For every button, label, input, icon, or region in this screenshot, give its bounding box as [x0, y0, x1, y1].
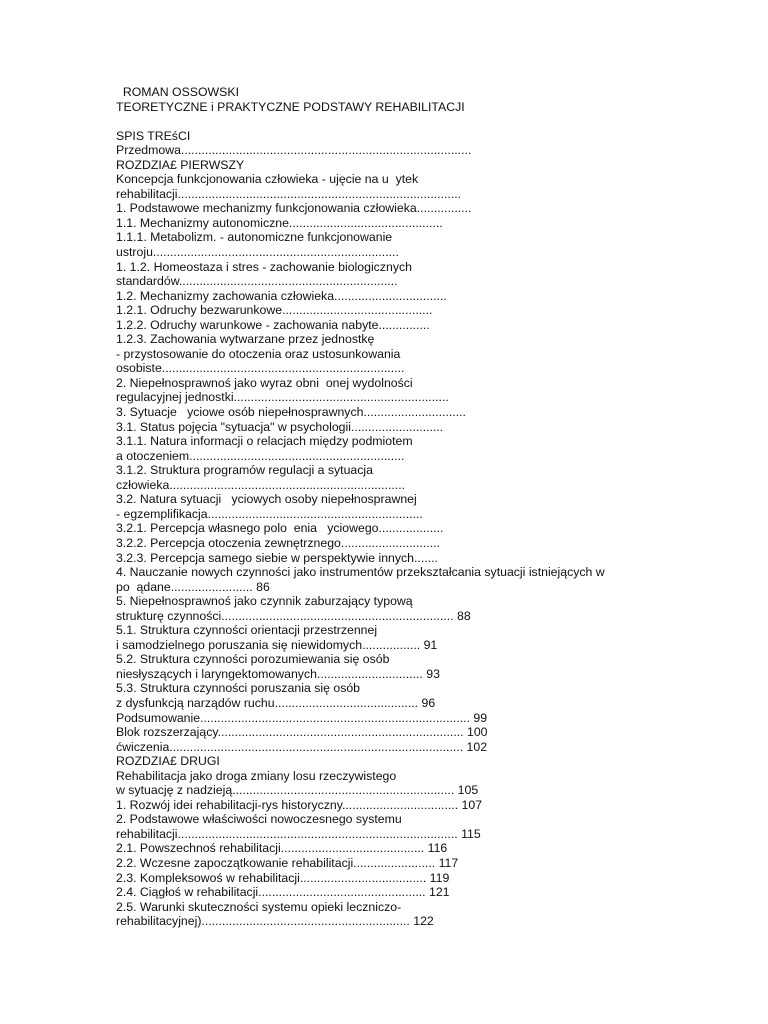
- toc-entry: 3.2.2. Percepcja otoczenia zewnętrznego.............................: [116, 535, 440, 550]
- toc-entry: w sytuację z nadzieją................................................................. 105: [116, 783, 479, 798]
- toc-entry: z dysfunkcją narządów ruchu.......................................... 96: [116, 695, 436, 710]
- toc-heading: SPIS TREśCI: [116, 128, 191, 143]
- toc-entry: rehabilitacji...................................................................................: [116, 186, 462, 201]
- toc-entry: strukturę czynności.................................................................... 88: [116, 608, 471, 623]
- toc-entry: a otoczeniem...............................................................: [116, 448, 405, 463]
- document-page: [116, 85, 756, 929]
- toc-entry: 3. Sytuacje yciowe osób niepełnosprawnych..............................: [116, 405, 466, 420]
- toc-entry: - przystosowanie do otoczenia oraz ustosunkowania: [116, 346, 401, 361]
- toc-entry: i samodzielnego poruszania się niewidomych................. 91: [116, 637, 438, 652]
- toc-entry: po ądane........................ 86: [116, 579, 270, 594]
- toc-entry: rehabilitacji.................................................................................. 115: [116, 826, 481, 841]
- toc-entry: 2.3. Kompleksowoś w rehabilitacji..................................... 119: [116, 870, 450, 885]
- toc-entry: Rehabilitacja jako droga zmiany losu rzeczywistego: [116, 768, 397, 783]
- toc-entry: - egzemplifikacja...............................................................: [116, 506, 423, 521]
- toc-entry: standardów................................................................: [116, 274, 398, 289]
- toc-entry: ROZDZIA£ DRUGI: [116, 754, 220, 769]
- spacer: [116, 114, 756, 129]
- toc-entry: 5.2. Struktura czynności porozumiewania się osób: [116, 652, 390, 667]
- toc-entry: 1.2.2. Odruchy warunkowe - zachowania nabyte...............: [116, 317, 430, 332]
- toc-entry: rehabilitacyjnej)............................................................. 122: [116, 914, 434, 929]
- toc-entry: Podsumowanie............................................................................... 99: [116, 710, 488, 725]
- toc-entry: 3.1. Status pojęcia "sytuacja" w psychologii...........................: [116, 419, 444, 434]
- toc-entry: 1. Rozwój idei rehabilitacji-rys historyczny.................................. 107: [116, 797, 483, 812]
- toc-entry: 1.1.1. Metabolizm. - autonomiczne funkcjonowanie: [116, 230, 393, 245]
- toc-entry: 1.2. Mechanizmy zachowania człowieka.................................: [116, 288, 447, 303]
- toc-list: [116, 143, 756, 929]
- toc-entry: ćwiczenia...................................................................................... 102: [116, 739, 488, 754]
- author-name: ROMAN OSSOWSKI: [116, 85, 239, 99]
- toc-entry: 5.3. Struktura czynności poruszania się osób: [116, 681, 361, 696]
- toc-entry: 4. Nauczanie nowych czynności jako instrumentów przekształcania sytuacji istniejących w: [116, 565, 605, 580]
- toc-entry: 3.2. Natura sytuacji yciowych osoby niepełnosprawnej: [116, 492, 417, 507]
- toc-entry: ROZDZIA£ PIERWSZY: [116, 157, 245, 172]
- book-title: TEORETYCZNE i PRAKTYCZNE PODSTAWY REHABILITACJI: [116, 99, 465, 114]
- toc-entry: 1.1. Mechanizmy autonomiczne.............................................: [116, 215, 443, 230]
- toc-entry: 3.1.1. Natura informacji o relacjach między podmiotem: [116, 434, 413, 449]
- toc-entry: regulacyjnej jednostki...............................................................: [116, 390, 449, 405]
- toc-entry: 1. 1.2. Homeostaza i stres - zachowanie biologicznych: [116, 259, 412, 274]
- toc-entry: Koncepcja funkcjonowania człowieka - ujęcie na u ytek: [116, 172, 419, 187]
- toc-entry: 2.2. Wczesne zapoczątkowanie rehabilitacji........................ 117: [116, 855, 459, 870]
- toc-entry: 5. Niepełnosprawnoś jako czynnik zaburzający typową: [116, 594, 413, 609]
- toc-entry: 1.2.1. Odruchy bezwarunkowe............................................: [116, 303, 433, 318]
- toc-entry: człowieka.....................................................................: [116, 477, 406, 492]
- toc-entry: ustroju........................................................................: [116, 245, 399, 260]
- toc-entry: Blok rozszerzający........................................................................ 100: [116, 725, 488, 740]
- toc-entry: 1. Podstawowe mechanizmy funkcjonowania człowieka................: [116, 201, 472, 216]
- toc-entry: 2.4. Ciągłoś w rehabilitacji................................................. 121: [116, 885, 450, 900]
- toc-entry: 2.5. Warunki skuteczności systemu opieki leczniczo-: [116, 899, 402, 914]
- toc-entry: Przedmowa.....................................................................................: [116, 143, 472, 158]
- toc-entry: 2. Podstawowe właściwości nowoczesnego systemu: [116, 812, 402, 827]
- toc-entry: 3.1.2. Struktura programów regulacji a sytuacja: [116, 463, 373, 478]
- toc-entry: niesłyszących i laryngektomowanych............................... 93: [116, 666, 440, 681]
- toc-entry: 3.2.1. Percepcja własnego polo enia yciowego...................: [116, 521, 444, 536]
- toc-entry: 3.2.3. Percepcja samego siebie w perspektywie innych.......: [116, 550, 438, 565]
- toc-entry: 2.1. Powszechnoś rehabilitacji.......................................... 116: [116, 841, 448, 856]
- toc-entry: 1.2.3. Zachowania wytwarzane przez jednostkę: [116, 332, 375, 347]
- toc-entry: 5.1. Struktura czynności orientacji przestrzennej: [116, 623, 378, 638]
- toc-entry: 2. Niepełnosprawnoś jako wyraz obni onej wydolności: [116, 375, 413, 390]
- toc-entry: osobiste.......................................................................: [116, 361, 405, 376]
